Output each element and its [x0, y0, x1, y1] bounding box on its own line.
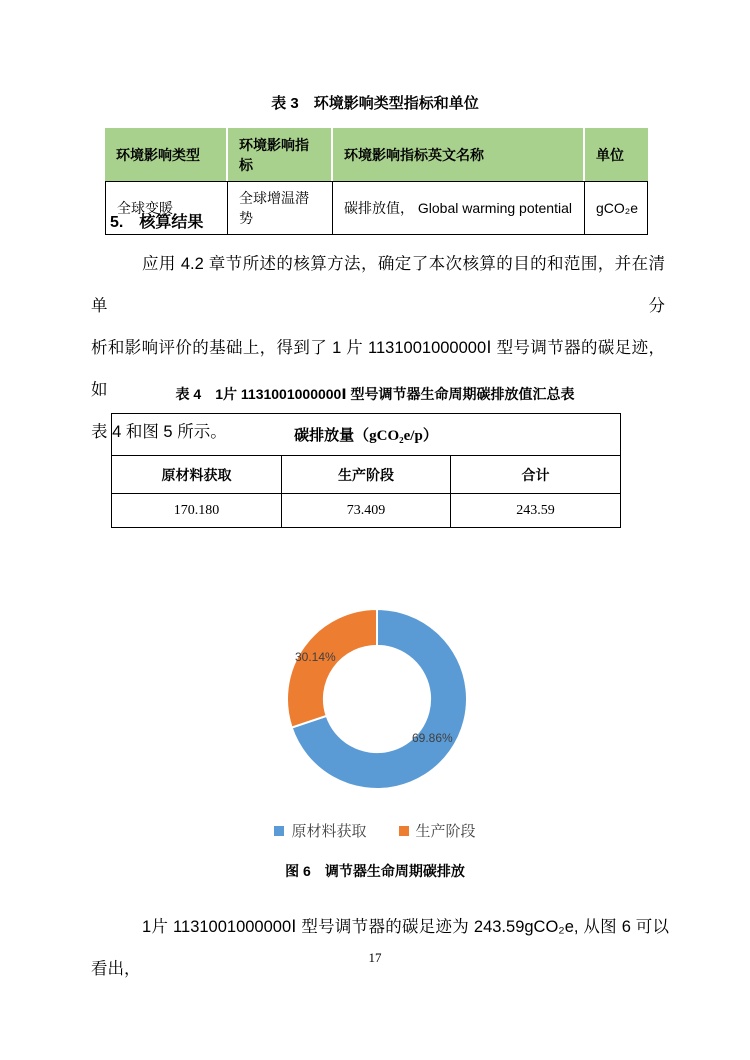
table4-title-prefix: 碳排放量（	[294, 427, 370, 444]
body-paragraph-2: 1片 1131001000000Ⅰ 型号调节器的碳足迹为 243.59gCO₂e, 从图 6 可以看出，	[91, 918, 669, 978]
legend-label-raw-material: 原材料获取	[291, 823, 367, 840]
paragraph1-line2: 析和影响评价的基础上，得到了 1 片 1131001000000Ⅰ 型号调节器的碳足迹，如	[91, 339, 665, 399]
table4-value-row	[112, 494, 621, 528]
table4-header-production: 生产阶段	[282, 456, 451, 494]
legend-label-production: 生产阶段	[415, 823, 476, 840]
table4-title-suffix: ）	[422, 427, 438, 444]
table4-value-production: 73.409	[282, 494, 451, 528]
table4-caption: 表 4 1片 1131001000000Ⅰ 型号调节器生命周期碳排放值汇总表	[175, 386, 575, 402]
donut-chart-svg	[267, 589, 487, 809]
table4-carbon-summary	[111, 413, 621, 528]
table4-header-row	[112, 456, 621, 494]
table3-header-unit: 单位	[585, 128, 648, 181]
legend-item-raw-material	[274, 820, 366, 841]
figure6-caption: 图 6 调节器生命周期碳排放	[285, 863, 465, 879]
table3-caption: 表 3 环境影响类型指标和单位	[271, 95, 479, 112]
table3-cell-impact-type: 全球变暖	[105, 181, 228, 235]
table4-value-total: 243.59	[451, 494, 621, 528]
page-number: 17	[368, 950, 382, 965]
table3-header-impact-type: 环境影响类型	[105, 128, 228, 181]
table3-header-row	[105, 128, 648, 181]
table4-title-unit: gCO₂e/p	[369, 428, 423, 444]
table4-value-raw-material: 170.180	[112, 494, 282, 528]
table3-cell-indicator-english: 碳排放值， Global warming potential	[333, 181, 585, 235]
section-heading-results: 5. 核算结果	[110, 214, 204, 231]
paragraph1-line1: 应用 4.2 章节所述的核算方法，确定了本次核算的目的和范围，并在清单分	[91, 255, 665, 315]
legend-swatch-raw-material-icon	[274, 826, 284, 836]
donut-slice-1	[287, 609, 377, 728]
chart-label-production-pct: 30.14%	[295, 650, 336, 664]
table3-cell-impact-indicator: 全球增温潜势	[228, 181, 333, 235]
paragraph1-line3: 表 4 和图 5 所示。	[91, 423, 227, 441]
table4-header-raw-material: 原材料获取	[112, 456, 282, 494]
donut-chart	[267, 589, 487, 809]
table4-header-total: 合计	[451, 456, 621, 494]
table4-title-row	[112, 414, 621, 456]
table3-cell-unit: gCO₂e	[585, 181, 648, 235]
table4-title-cell	[112, 414, 621, 456]
chart-label-raw-material-pct: 69.86%	[412, 731, 453, 745]
legend-item-production	[399, 820, 476, 841]
legend-swatch-production-icon	[399, 826, 409, 836]
table3-header-indicator-english: 环境影响指标英文名称	[333, 128, 585, 181]
chart-legend	[0, 820, 750, 841]
table3-header-impact-indicator: 环境影响指标	[228, 128, 333, 181]
